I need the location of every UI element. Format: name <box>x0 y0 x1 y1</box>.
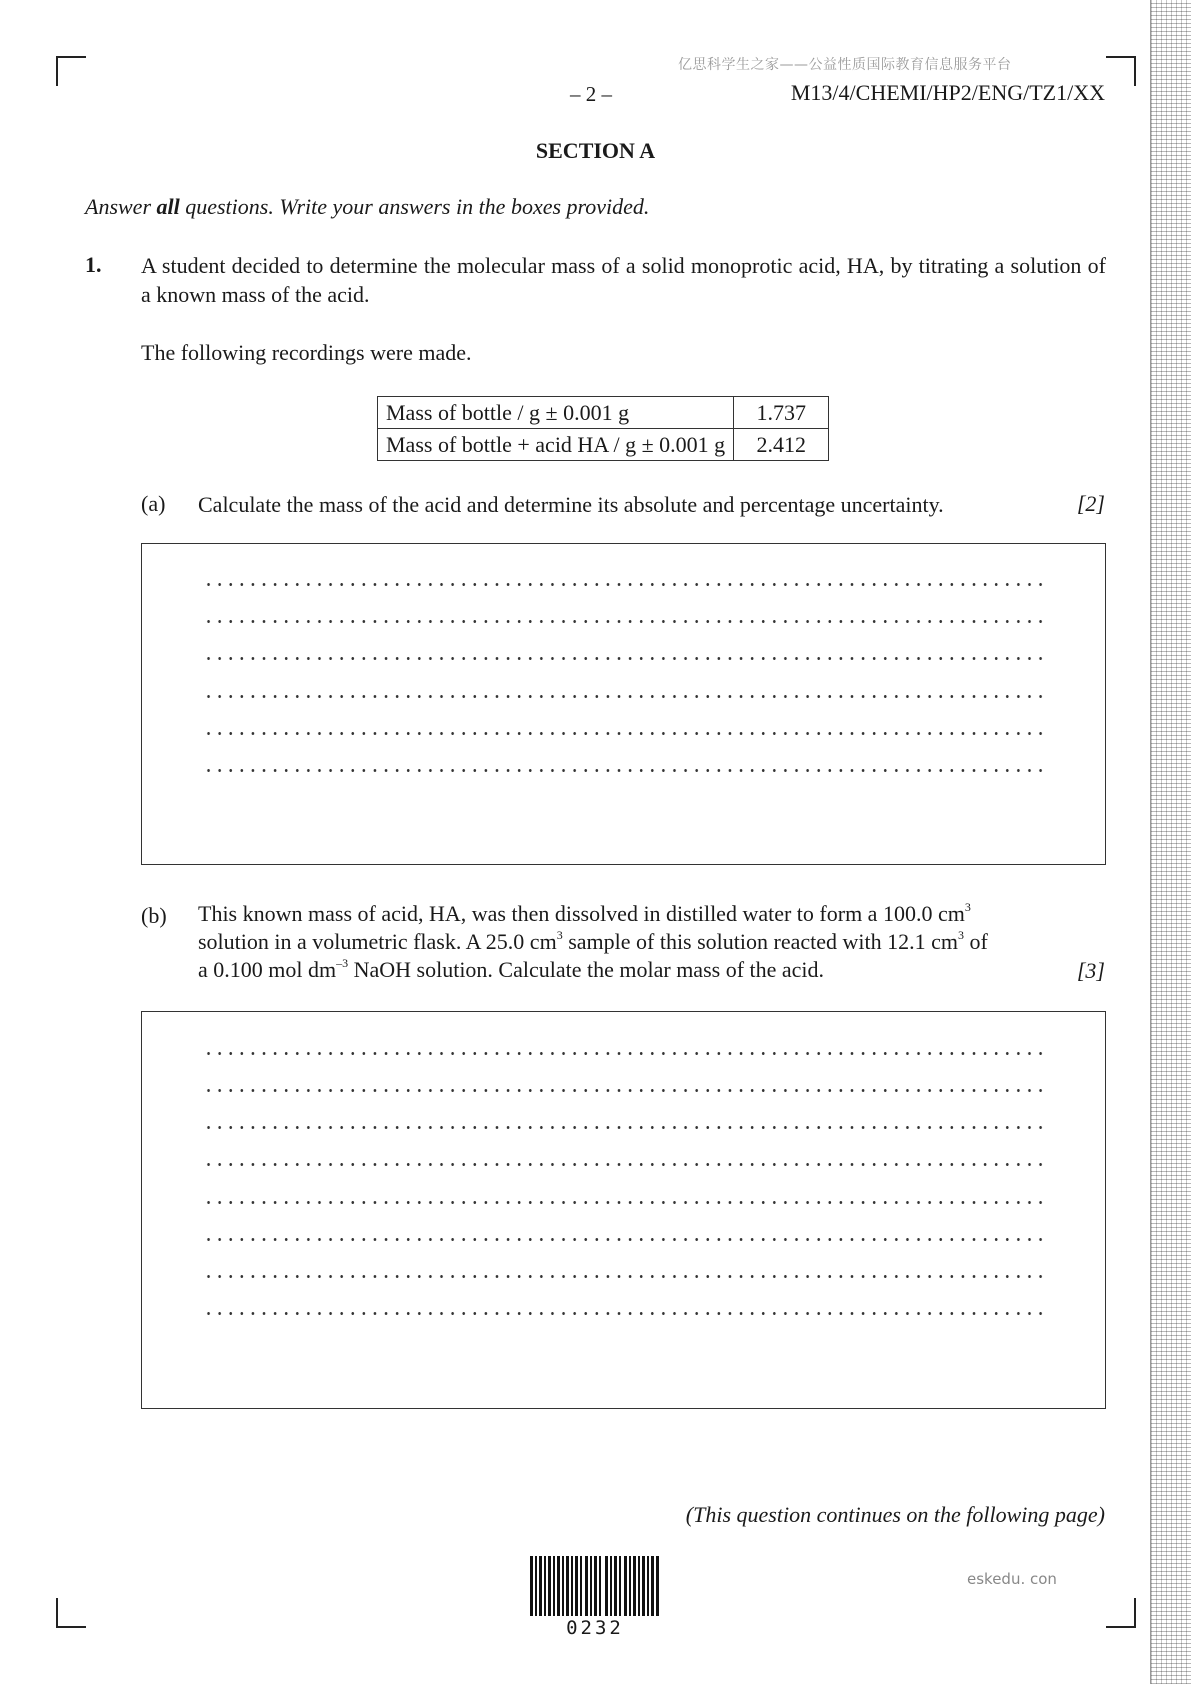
table-row <box>378 429 829 461</box>
recordings-table <box>377 396 829 461</box>
answer-line[interactable] <box>203 657 1049 660</box>
answer-line[interactable] <box>203 1201 1049 1204</box>
answer-line[interactable] <box>203 1052 1049 1055</box>
part-b-line-2: solution in a volumetric flask. A 25.0 $cm^3$ sample of this solution reacted with 12.1 $cm^3$ of <box>198 927 988 954</box>
question-number: 1. <box>85 252 102 277</box>
answer-line[interactable] <box>203 695 1049 698</box>
answer-line[interactable] <box>203 1163 1049 1166</box>
answer-line[interactable] <box>203 583 1049 586</box>
table-cell-value: 1.737 <box>734 397 829 429</box>
continues-note: (This question continues on the following page) <box>685 1502 1105 1527</box>
page-edge-pattern <box>1150 0 1191 1684</box>
page-number: – 2 – <box>570 82 612 106</box>
answer-line[interactable] <box>203 769 1049 772</box>
answer-line[interactable] <box>203 1126 1049 1129</box>
part-a-text: Calculate the mass of the acid and determine its absolute and percentage uncertainty. <box>198 492 944 517</box>
recordings-intro: The following recordings were made. <box>141 340 472 365</box>
part-a-marks: [2] <box>1076 491 1105 516</box>
instructions: Answer all questions. Write your answers in the boxes provided. <box>85 194 650 219</box>
table-row <box>378 397 829 429</box>
part-b-marks: [3] <box>1076 958 1105 983</box>
barcode-number: 0232 <box>566 1617 624 1639</box>
part-b-label: (b) <box>141 903 167 928</box>
answer-line[interactable] <box>203 1275 1049 1278</box>
table-cell-label: Mass of bottle / g ± 0.001 g <box>378 397 734 429</box>
paper-code: M13/4/CHEMI/HP2/ENG/TZ1/XX <box>790 80 1105 105</box>
crop-mark-top-left <box>56 56 86 86</box>
answer-box-b[interactable] <box>141 1011 1106 1409</box>
site-watermark: eskedu. con <box>967 1570 1057 1588</box>
table-cell-label: Mass of bottle + acid HA / g ± 0.001 g <box>378 429 734 461</box>
part-a-label: (a) <box>141 491 166 516</box>
answer-line[interactable] <box>203 1312 1049 1315</box>
crop-mark-top-right <box>1106 56 1136 86</box>
answer-box-a[interactable] <box>141 543 1106 865</box>
crop-mark-bottom-right <box>1106 1598 1136 1628</box>
part-b-line-1: This known mass of acid, HA, was then dissolved in distilled water to form a 100.0 $cm^3$ <box>198 899 971 926</box>
crop-mark-bottom-left <box>56 1598 86 1628</box>
part-b-line-3: a 0.100 mol $dm^{-3}$ NaOH solution. Calculate the molar mass of the acid. <box>198 955 825 982</box>
section-title: SECTION A <box>535 138 656 163</box>
barcode-icon <box>530 1556 660 1616</box>
table-cell-value: 2.412 <box>734 429 829 461</box>
answer-line[interactable] <box>203 1238 1049 1241</box>
watermark: 亿思科学生之家——公益性质国际教育信息服务平台 <box>678 57 1012 73</box>
question-text: A student decided to determine the molecular mass of a solid monoprotic acid, HA, by titrating a solution of a known mass of the acid. <box>141 253 1106 307</box>
answer-line[interactable] <box>203 732 1049 735</box>
answer-line[interactable] <box>203 1089 1049 1092</box>
answer-line[interactable] <box>203 620 1049 623</box>
